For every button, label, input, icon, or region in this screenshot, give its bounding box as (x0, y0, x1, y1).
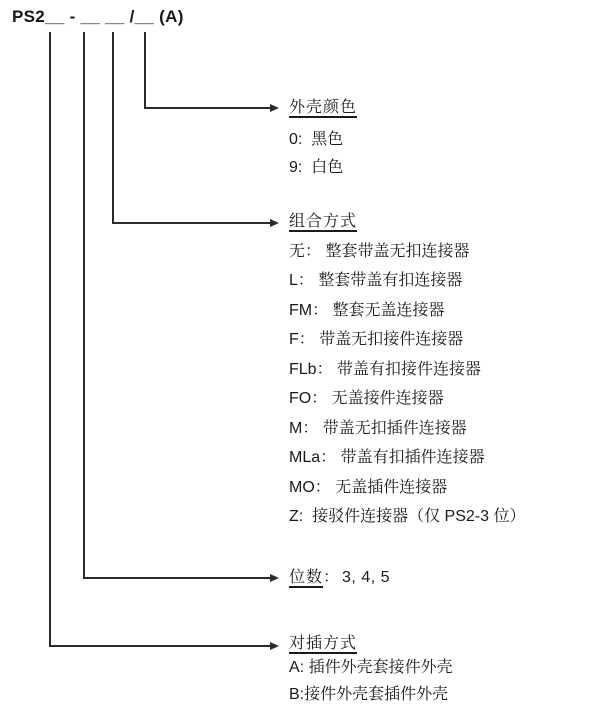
positions-row (289, 567, 390, 589)
connector-vline-shell-color (144, 32, 146, 109)
section-heading-shell-color: 外壳颜色 (289, 99, 358, 116)
legend-item: B:接件外壳套插件外壳 (289, 686, 449, 703)
connector-vline-mating (49, 32, 51, 647)
legend-item: F： 带盖无扣接件连接器 (289, 331, 464, 348)
legend-item: A: 插件外壳套接件外壳 (289, 659, 453, 676)
legend-item: FM： 整套无盖连接器 (289, 302, 445, 319)
legend-item: MO： 无盖插件连接器 (289, 479, 448, 496)
connector-vline-combination (112, 32, 114, 224)
legend-item: 9: 白色 (289, 159, 344, 176)
arrow-line-shell-color (144, 107, 271, 109)
arrowhead-right-icon (270, 574, 279, 582)
part-number-template: PS2__ - __ __ /__ (A) (12, 7, 184, 26)
arrowhead-right-icon (270, 219, 279, 227)
section-heading-positions: 位数 (289, 569, 324, 586)
connector-vline-positions (83, 32, 85, 579)
positions-separator: ： (323, 569, 340, 586)
legend-item: Z: 接驳件连接器（仅 PS2-3 位） (289, 508, 526, 525)
arrow-line-positions (83, 577, 271, 579)
arrowhead-right-icon (270, 104, 279, 112)
arrow-line-combination (112, 222, 271, 224)
legend-item: FLb： 带盖有扣接件连接器 (289, 361, 482, 378)
legend-item: 无： 整套带盖无扣连接器 (289, 243, 470, 260)
legend-item: 0: 黑色 (289, 131, 344, 148)
legend-item: M： 带盖无扣插件连接器 (289, 420, 467, 437)
arrowhead-right-icon (270, 642, 279, 650)
section-heading-combination: 组合方式 (289, 213, 358, 230)
legend-item: MLa： 带盖有扣插件连接器 (289, 449, 485, 466)
positions-value: 3, 4, 5 (342, 569, 391, 586)
section-heading-mating: 对插方式 (289, 635, 358, 652)
legend-item: FO： 无盖接件连接器 (289, 390, 444, 407)
arrow-line-mating (49, 645, 271, 647)
legend-item: L： 整套带盖有扣连接器 (289, 272, 463, 289)
